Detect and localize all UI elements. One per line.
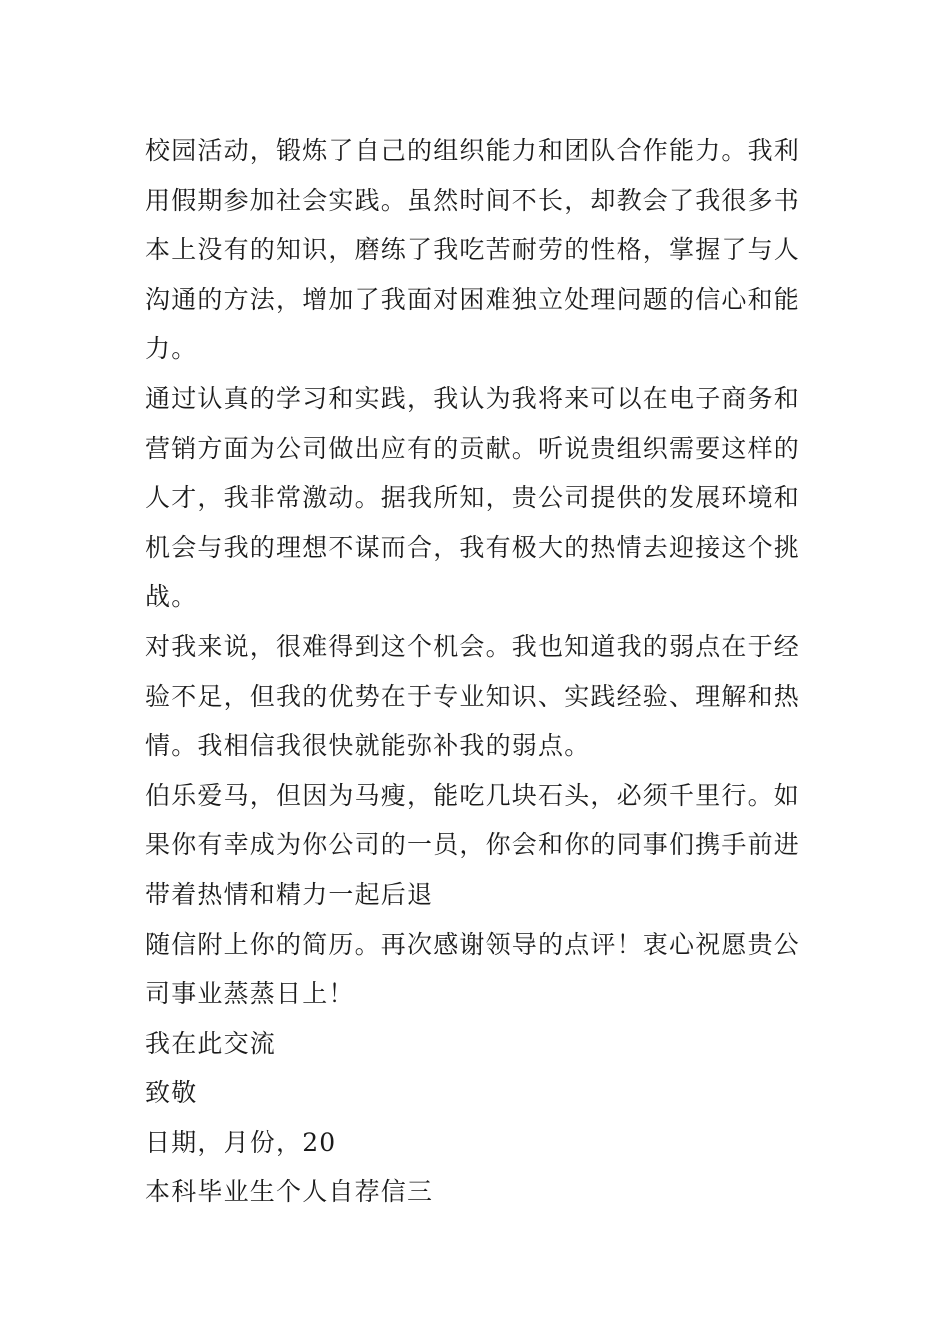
paragraph-contribution: 通过认真的学习和实践，我认为我将来可以在电子商务和营销方面为公司做出应有的贡献。听说贵组织需要这样的人才，我非常激动。据我所知，贵公司提供的发展环境和机会与我的理想不谋而合，我有极大的热情去迎接这个挑战。 bbox=[145, 383, 801, 612]
paragraph-campus-activities: 校园活动，锻炼了自己的组织能力和团队合作能力。我利用假期参加社会实践。虽然时间不长，却教会了我很多书本上没有的知识，磨练了我吃苦耐劳的性格，掌握了与人沟通的方法，增加了我面对困难独立处理问题的信心和能力。 bbox=[145, 136, 801, 364]
letter-body bbox=[145, 126, 810, 1217]
paragraph-resume-attached: 随信附上你的简历。再次感谢领导的点评！衷心祝愿贵公司事业蒸蒸日上！ bbox=[145, 929, 801, 1009]
section-heading: 本科毕业生个人自荐信三 bbox=[145, 1177, 434, 1207]
salutation: 致敬 bbox=[145, 1078, 198, 1108]
paragraph-bole: 伯乐爱马，但因为马瘦，能吃几块石头，必须千里行。如果你有幸成为你公司的一员，你会和你的同事们携手前进带着热情和精力一起后退 bbox=[145, 780, 801, 909]
closing-line: 我在此交流 bbox=[145, 1028, 277, 1058]
date-line: 日期，月份，20 bbox=[145, 1127, 337, 1157]
paragraph-strengths: 对我来说，很难得到这个机会。我也知道我的弱点在于经验不足，但我的优势在于专业知识、实践经验、理解和热情。我相信我很快就能弥补我的弱点。 bbox=[145, 631, 801, 761]
